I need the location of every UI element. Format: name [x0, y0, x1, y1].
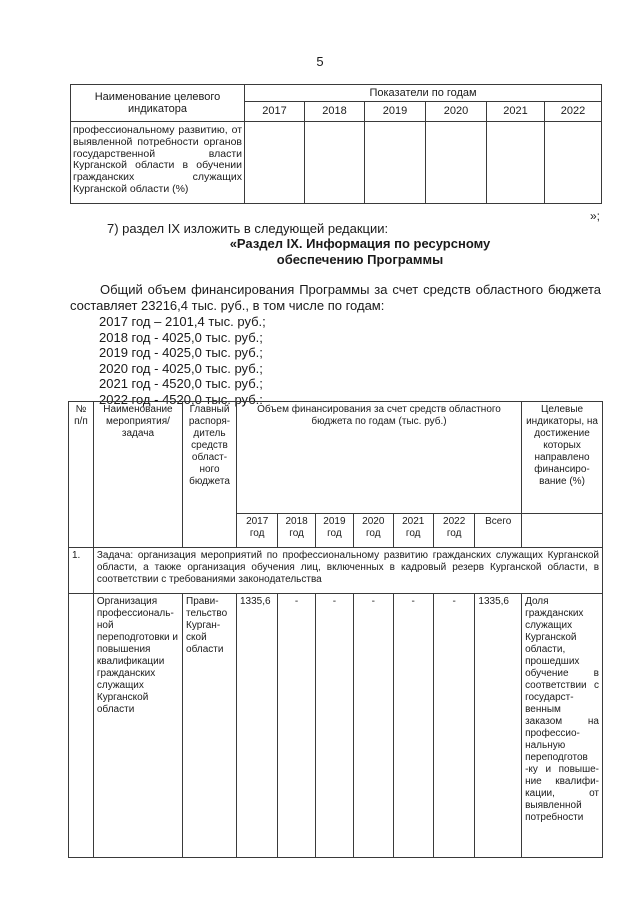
funding-year-line: 2021 год - 4520,0 тыс. руб.;: [99, 376, 263, 391]
budget-manager-cell: Прави-тельство Курган-ской области: [183, 594, 237, 858]
indicator-value-cell: [426, 122, 487, 204]
table-row: [71, 122, 602, 204]
year-value-cell: -: [393, 594, 433, 858]
funding-volume-header: Объем финансирования за счет средств областного бюджета по годам (тыс. руб.): [236, 402, 521, 514]
section-title-line2: обеспечению Программы: [276, 251, 444, 267]
indicator-value-cell: [365, 122, 426, 204]
budget-manager-header: Главный распоря-дитель средств област-ного бюджета: [183, 402, 237, 548]
funding-paragraph: Общий объем финансирования Программы за счет средств областного бюджета составляет 23216,4 тыс. руб., в том числе по годам:: [70, 282, 601, 313]
indicator-table: [70, 84, 602, 204]
year-header: 2018 год: [278, 514, 315, 548]
target-indicator-cell: Доля гражданских служащих Курганской области, прошедших обучение в соответствии с государст-венным заказом на профессио-нальную переподготов -ку и повыше-ние квалифи-кации, от выявленной потребности: [522, 594, 603, 858]
year-value-cell: -: [354, 594, 393, 858]
page-number: 5: [316, 54, 324, 69]
target-indicators-subheader: [522, 514, 603, 548]
table-row: [69, 594, 603, 858]
num-header: № п/п: [69, 402, 94, 548]
row-num: [69, 594, 94, 858]
target-indicators-header: Целевые индикаторы, на достижение которых направлено финансиро-вание (%): [522, 402, 603, 514]
indicator-value-cell: [545, 122, 602, 204]
year-value-cell: -: [315, 594, 353, 858]
year-header: 2018: [305, 102, 365, 122]
measure-name-header: Наименование мероприятия/ задача: [93, 402, 182, 548]
indicator-value-cell: [245, 122, 305, 204]
task-text: Задача: организация мероприятий по профессиональному развитию гражданских служащих Курганской области, а также организация обучения лиц, включенных в кадровый резерв Курганской области, в соответствии с требованиями законодательства: [93, 548, 602, 594]
measure-name-cell: Организация профессиональ-ной переподготовки и повышения квалификации гражданских служащих Курганской области: [93, 594, 182, 858]
year-value-cell: -: [278, 594, 315, 858]
year-header: 2022: [545, 102, 602, 122]
total-value-cell: 1335,6: [475, 594, 522, 858]
funding-year-line: 2020 год - 4025,0 тыс. руб.;: [99, 360, 263, 376]
task-num: 1.: [69, 548, 94, 594]
year-header: 2019 год: [315, 514, 353, 548]
closing-quote: »;: [589, 209, 600, 223]
year-header: 2022 год: [433, 514, 474, 548]
indicator-value-cell: [305, 122, 365, 204]
funding-year-line: 2017 год – 2101,4 тыс. руб.;: [99, 314, 266, 329]
section-title-line1: «Раздел IX. Информация по ресурсному: [229, 236, 491, 251]
amendment-item-7: 7) раздел IX изложить в следующей редакции:: [107, 221, 389, 236]
year-header: 2017: [245, 102, 305, 122]
finance-table: [68, 401, 603, 858]
year-value-cell: -: [433, 594, 474, 858]
indicator-name-cell: профессиональному развитию, от выявленной потребности органов государственной власти Курганской области в обучении гражданских служащих Курганской области (%): [71, 122, 245, 204]
year-header: 2019: [365, 102, 426, 122]
year-header: 2021: [487, 102, 545, 122]
year-header: 2020 год: [354, 514, 393, 548]
funding-year-line: 2018 год - 4025,0 тыс. руб.;: [99, 329, 263, 345]
year-header: 2021 год: [393, 514, 433, 548]
section-title: [140, 236, 580, 267]
task-row: [69, 548, 603, 594]
year-value-cell: 1335,6: [236, 594, 277, 858]
funding-year-line: 2022 год - 4520,0 тыс. руб.:: [99, 391, 263, 407]
indicator-value-cell: [487, 122, 545, 204]
total-header: Всего: [475, 514, 522, 548]
indicator-name-header: Наименование целевого индикатора: [71, 85, 245, 122]
year-header: 2020: [426, 102, 487, 122]
funding-by-year-list: [99, 314, 266, 407]
year-header: 2017 год: [236, 514, 277, 548]
funding-year-line: 2019 год - 4025,0 тыс. руб.;: [99, 345, 263, 360]
indicator-years-group-header: Показатели по годам: [245, 85, 602, 102]
